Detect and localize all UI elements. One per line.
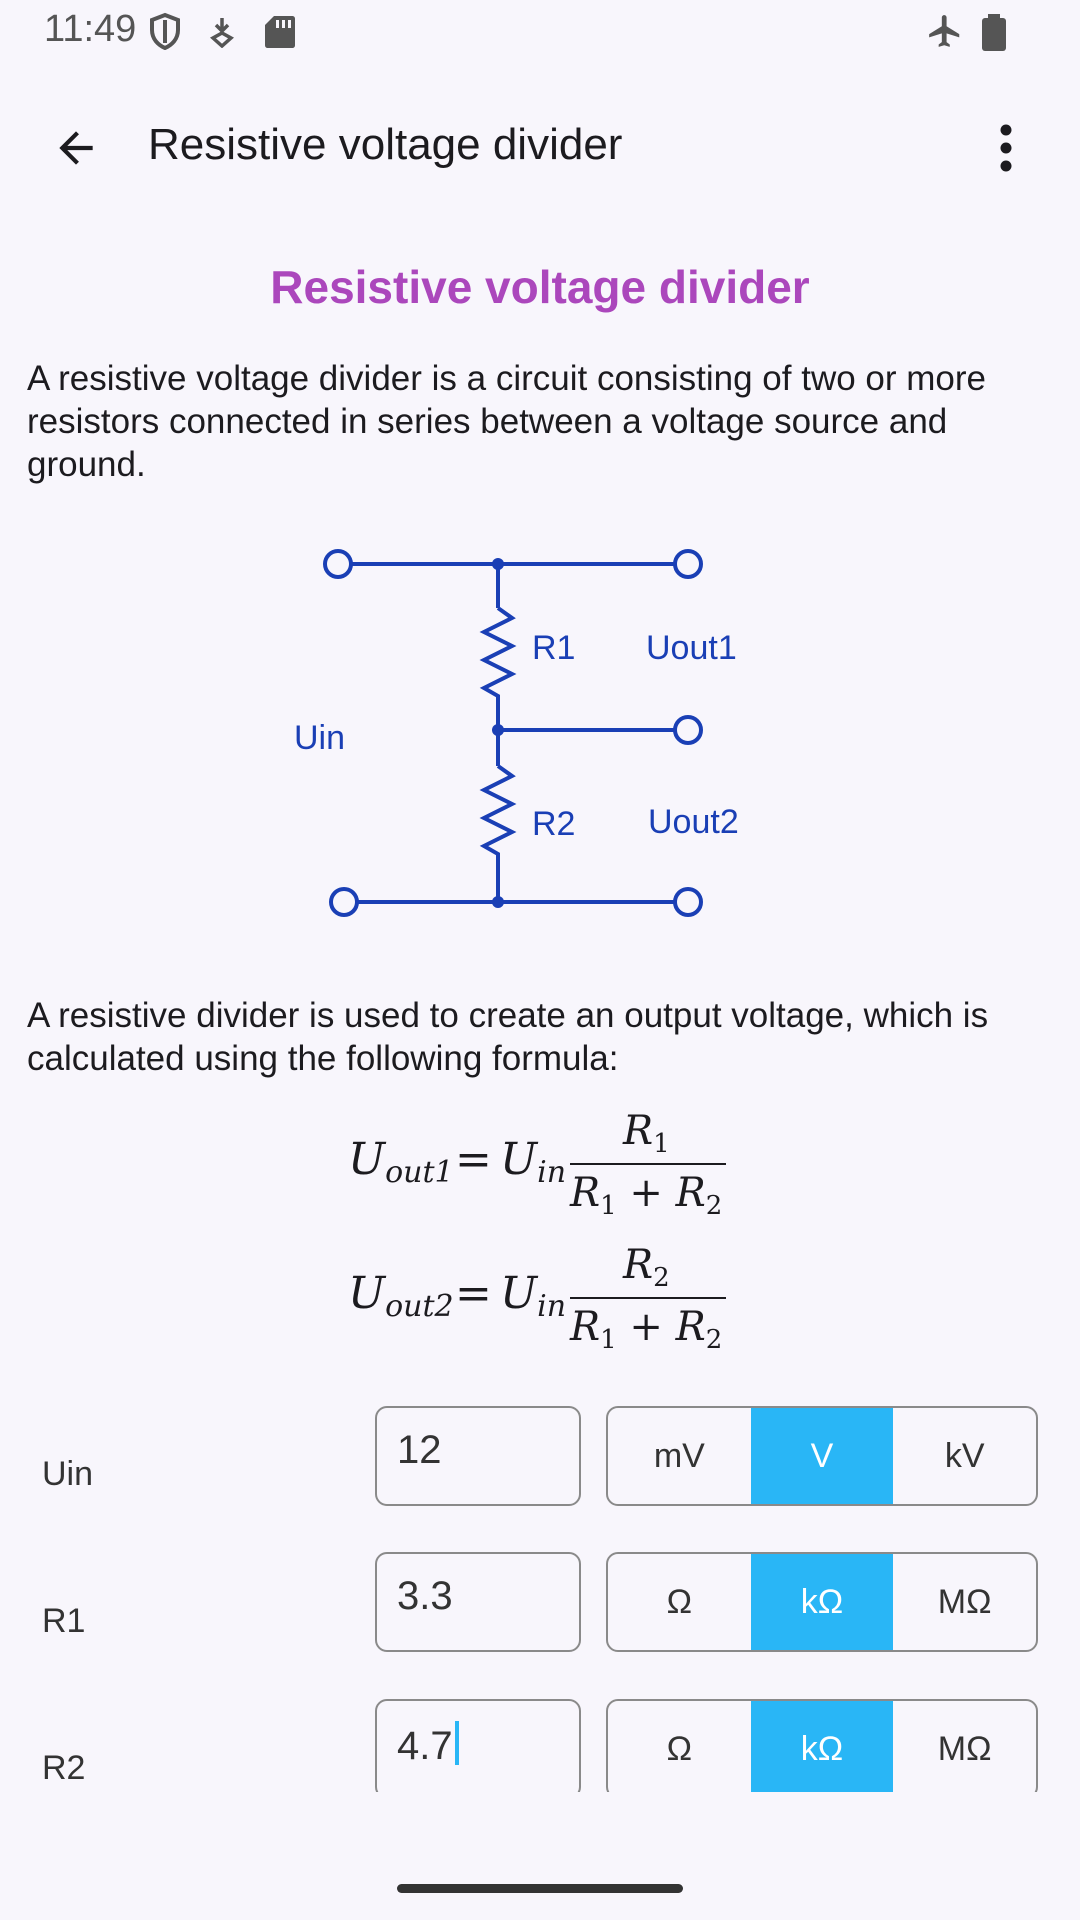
svg-text:R2: $R_2$ [623, 1242, 670, 1293]
r2-unit-mohm[interactable]: MΩ [937, 1729, 992, 1768]
r1-unit-selector [606, 1552, 1038, 1652]
status-time: 11:49 [44, 8, 137, 50]
more-options-button[interactable] [970, 112, 1042, 184]
svg-text:Uin: Uin [500, 1134, 567, 1190]
app-title: Resistive voltage divider [148, 120, 623, 169]
inputs-scroll-area[interactable] [0, 1400, 1080, 1792]
formula-intro-text: A resistive divider is used to create an output voltage, which is calculated using the following formula: [27, 996, 989, 1078]
intro-text: A resistive voltage divider is a circuit consisting of two or more resistors connected in series between a voltage source and ground. [27, 359, 986, 484]
r1-label: R1 [42, 1602, 86, 1640]
r2-unit-selector [606, 1699, 1038, 1792]
text-cursor [455, 1721, 459, 1765]
sd-card-icon [264, 14, 296, 50]
r1-unit-ohm[interactable]: Ω [666, 1582, 693, 1621]
label-uout2: Uout2 [648, 803, 739, 841]
r1-input[interactable]: 3.3 [375, 1552, 581, 1652]
airplane-icon [926, 12, 964, 50]
label-r1: R1 [532, 629, 576, 667]
svg-text:Uout2: Uout2 [348, 1268, 454, 1324]
svg-text:=: = [455, 1268, 492, 1319]
svg-text:Uout1: Uout1 [348, 1134, 454, 1190]
label-uin: Uin [294, 719, 346, 757]
arrow-back-icon [51, 123, 101, 173]
shield-icon [148, 12, 182, 50]
download-icon [208, 16, 236, 48]
svg-text:Uin: Uin [500, 1268, 567, 1324]
uin-unit-mv[interactable]: mV [653, 1436, 705, 1475]
uin-unit-kv[interactable]: kV [944, 1436, 985, 1475]
label-r2: R2 [532, 805, 576, 843]
back-button[interactable] [40, 112, 112, 184]
svg-text:R1: $R_1$ [623, 1108, 670, 1159]
home-indicator[interactable] [397, 1884, 683, 1893]
svg-text:R1 + R2: $R_1 + R_2$ [570, 1170, 723, 1216]
r1-unit-kohm[interactable]: kΩ [751, 1554, 894, 1650]
formula-uout1 [0, 1106, 1080, 1216]
uin-input[interactable]: 12 [375, 1406, 581, 1506]
more-vert-icon [998, 124, 1014, 172]
battery-icon [980, 14, 1008, 52]
r1-unit-mohm[interactable]: MΩ [937, 1582, 992, 1621]
svg-text:=: = [455, 1134, 492, 1185]
r2-label: R2 [42, 1749, 86, 1787]
status-bar [0, 0, 1080, 64]
uin-label: Uin [42, 1455, 94, 1493]
uin-unit-v[interactable]: V [751, 1408, 894, 1504]
r2-input[interactable]: 4.7 [375, 1699, 581, 1792]
app-bar [0, 88, 1080, 208]
label-uout1: Uout1 [646, 629, 737, 667]
svg-text:R1 + R2: $R_1 + R_2$ [570, 1304, 723, 1350]
page-heading: Resistive voltage divider [270, 261, 810, 313]
r2-unit-kohm[interactable]: kΩ [751, 1701, 894, 1792]
uin-unit-selector [606, 1406, 1038, 1506]
formula-uout2 [0, 1240, 1080, 1350]
circuit-diagram [0, 520, 1080, 920]
r2-unit-ohm[interactable]: Ω [666, 1729, 693, 1768]
